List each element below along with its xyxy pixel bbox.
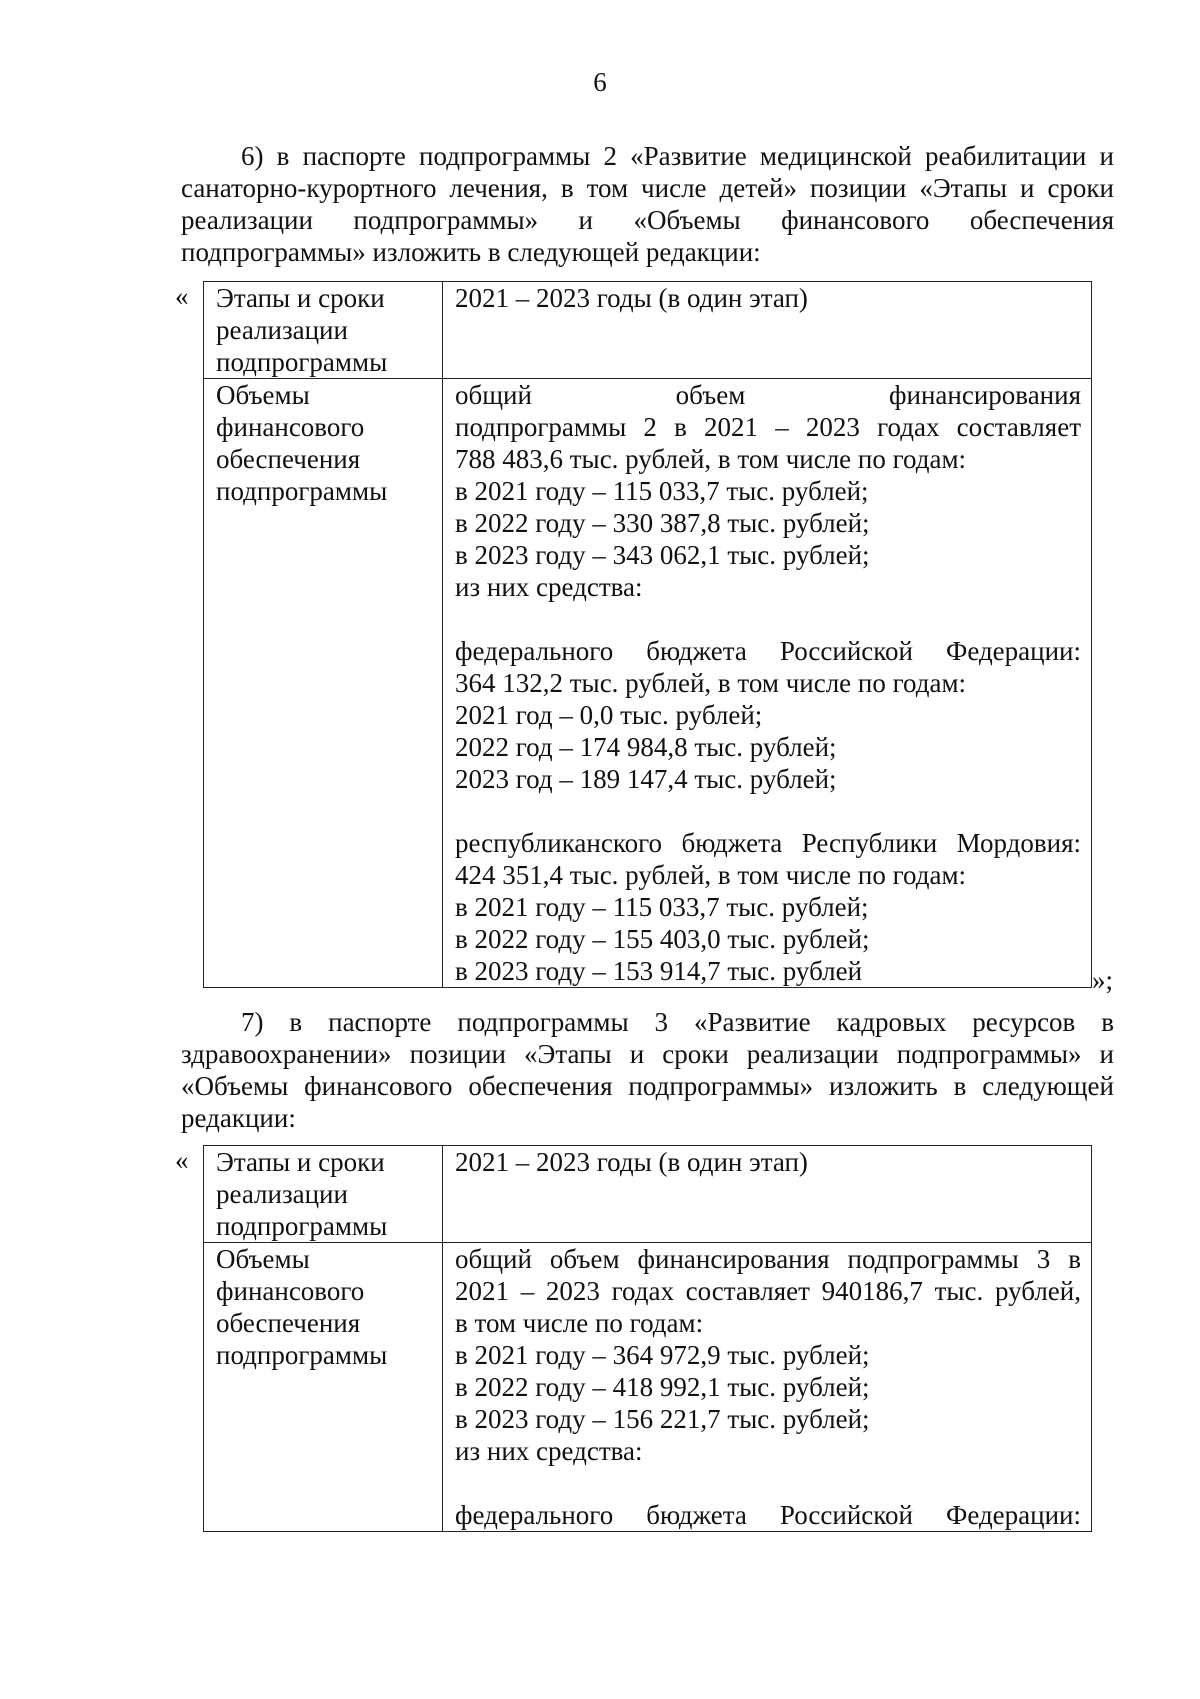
value-line: 2021 – 2023 годы (в один этап) [455, 283, 808, 313]
blank-line [455, 795, 1081, 827]
value-line: в 2022 году – 155 403,0 тыс. рублей; [455, 924, 870, 954]
label-line: Этапы и сроки [216, 283, 385, 313]
label-line: обеспечения [216, 444, 361, 474]
value-line: республиканского бюджета Республики Мордовия: [455, 828, 1081, 858]
value-line: в 2022 году – 330 387,8 тыс. рублей; [455, 508, 870, 538]
row-label-funding [204, 379, 443, 988]
row-value-stages [443, 282, 1092, 379]
value-line: федерального бюджета Российской Федерации: [455, 1500, 1081, 1530]
passport-table-subprogram-3 [203, 1145, 1092, 1532]
quote-open-mark: « [175, 1145, 189, 1175]
quote-open-mark: « [175, 281, 189, 311]
paragraph-line: 6) в паспорте подпрограммы 2 «Развитие медицинской реабилитации и [241, 141, 1114, 171]
value-line: федерального бюджета Российской Федерации: [455, 636, 1081, 666]
value-line: подпрограммы 2 в 2021 – 2023 годах составляет [455, 412, 1081, 442]
value-line: в 2023 году – 153 914,7 тыс. рублей [455, 956, 863, 986]
value-line: 424 351,4 тыс. рублей, в том числе по годам: [455, 860, 967, 890]
label-line: финансового [216, 412, 365, 442]
table-row [204, 1243, 1092, 1532]
table-row [204, 379, 1092, 988]
value-line: в том числе по годам: [455, 1308, 704, 1338]
paragraph-line: санаторно-курортного лечения, в том числе детей» позиции «Этапы и сроки [181, 173, 1114, 203]
value-line: 2023 год – 189 147,4 тыс. рублей; [455, 764, 837, 794]
value-line: общий объем финансирования [455, 380, 1081, 410]
value-line: в 2023 году – 156 221,7 тыс. рублей; [455, 1404, 870, 1434]
label-line: Объемы [216, 1244, 310, 1274]
paragraph-line: «Объемы финансового обеспечения подпрограммы» изложить в следующей [181, 1071, 1114, 1101]
row-value-funding [443, 379, 1092, 988]
value-line: в 2021 году – 115 033,7 тыс. рублей; [455, 476, 869, 506]
value-line: 2022 год – 174 984,8 тыс. рублей; [455, 732, 837, 762]
quote-close-mark: »; [1092, 965, 1114, 995]
paragraph-line: подпрограммы» изложить в следующей редакции: [181, 237, 761, 267]
value-line: в 2022 году – 418 992,1 тыс. рублей; [455, 1372, 870, 1402]
label-line: подпрограммы [216, 1211, 388, 1241]
label-line: реализации [216, 315, 348, 345]
label-line: подпрограммы [216, 1340, 388, 1370]
table-row [204, 1146, 1092, 1243]
label-line: финансового [216, 1276, 365, 1306]
value-line: из них средства: [455, 1436, 643, 1466]
label-line: Этапы и сроки [216, 1147, 385, 1177]
blank-line [455, 603, 1081, 635]
row-value-funding [443, 1243, 1092, 1532]
value-line: 364 132,2 тыс. рублей, в том числе по годам: [455, 668, 967, 698]
row-label-stages [204, 282, 443, 379]
label-line: реализации [216, 1179, 348, 1209]
value-line: 2021 – 2023 годы (в один этап) [455, 1147, 808, 1177]
value-line: 788 483,6 тыс. рублей, в том числе по годам: [455, 444, 967, 474]
paragraph-line: редакции: [181, 1103, 296, 1133]
value-line: 2021 – 2023 годах составляет 940186,7 тыс. рублей, [455, 1276, 1081, 1306]
row-label-funding [204, 1243, 443, 1532]
value-line: в 2021 году – 115 033,7 тыс. рублей; [455, 892, 869, 922]
value-line: в 2021 году – 364 972,9 тыс. рублей; [455, 1340, 870, 1370]
value-line: общий объем финансирования подпрограммы 3 в [455, 1244, 1081, 1274]
page-number: 6 [593, 67, 607, 97]
item7-paragraph [181, 1006, 1114, 1134]
label-line: обеспечения [216, 1308, 361, 1338]
table-row [204, 282, 1092, 379]
paragraph-line: реализации подпрограммы» и «Объемы финансового обеспечения [181, 205, 1114, 235]
paragraph-line: здравоохранении» позиции «Этапы и сроки реализации подпрограммы» и [181, 1039, 1114, 1069]
passport-table-subprogram-2 [203, 281, 1092, 988]
label-line: подпрограммы [216, 476, 388, 506]
blank-line [455, 1467, 1081, 1499]
label-line: Объемы [216, 380, 310, 410]
paragraph-line: 7) в паспорте подпрограммы 3 «Развитие кадровых ресурсов в [241, 1007, 1114, 1037]
label-line: подпрограммы [216, 347, 388, 377]
value-line: в 2023 году – 343 062,1 тыс. рублей; [455, 540, 870, 570]
value-line: 2021 год – 0,0 тыс. рублей; [455, 700, 763, 730]
value-line: из них средства: [455, 572, 643, 602]
item6-paragraph [181, 140, 1114, 268]
row-value-stages [443, 1146, 1092, 1243]
row-label-stages [204, 1146, 443, 1243]
